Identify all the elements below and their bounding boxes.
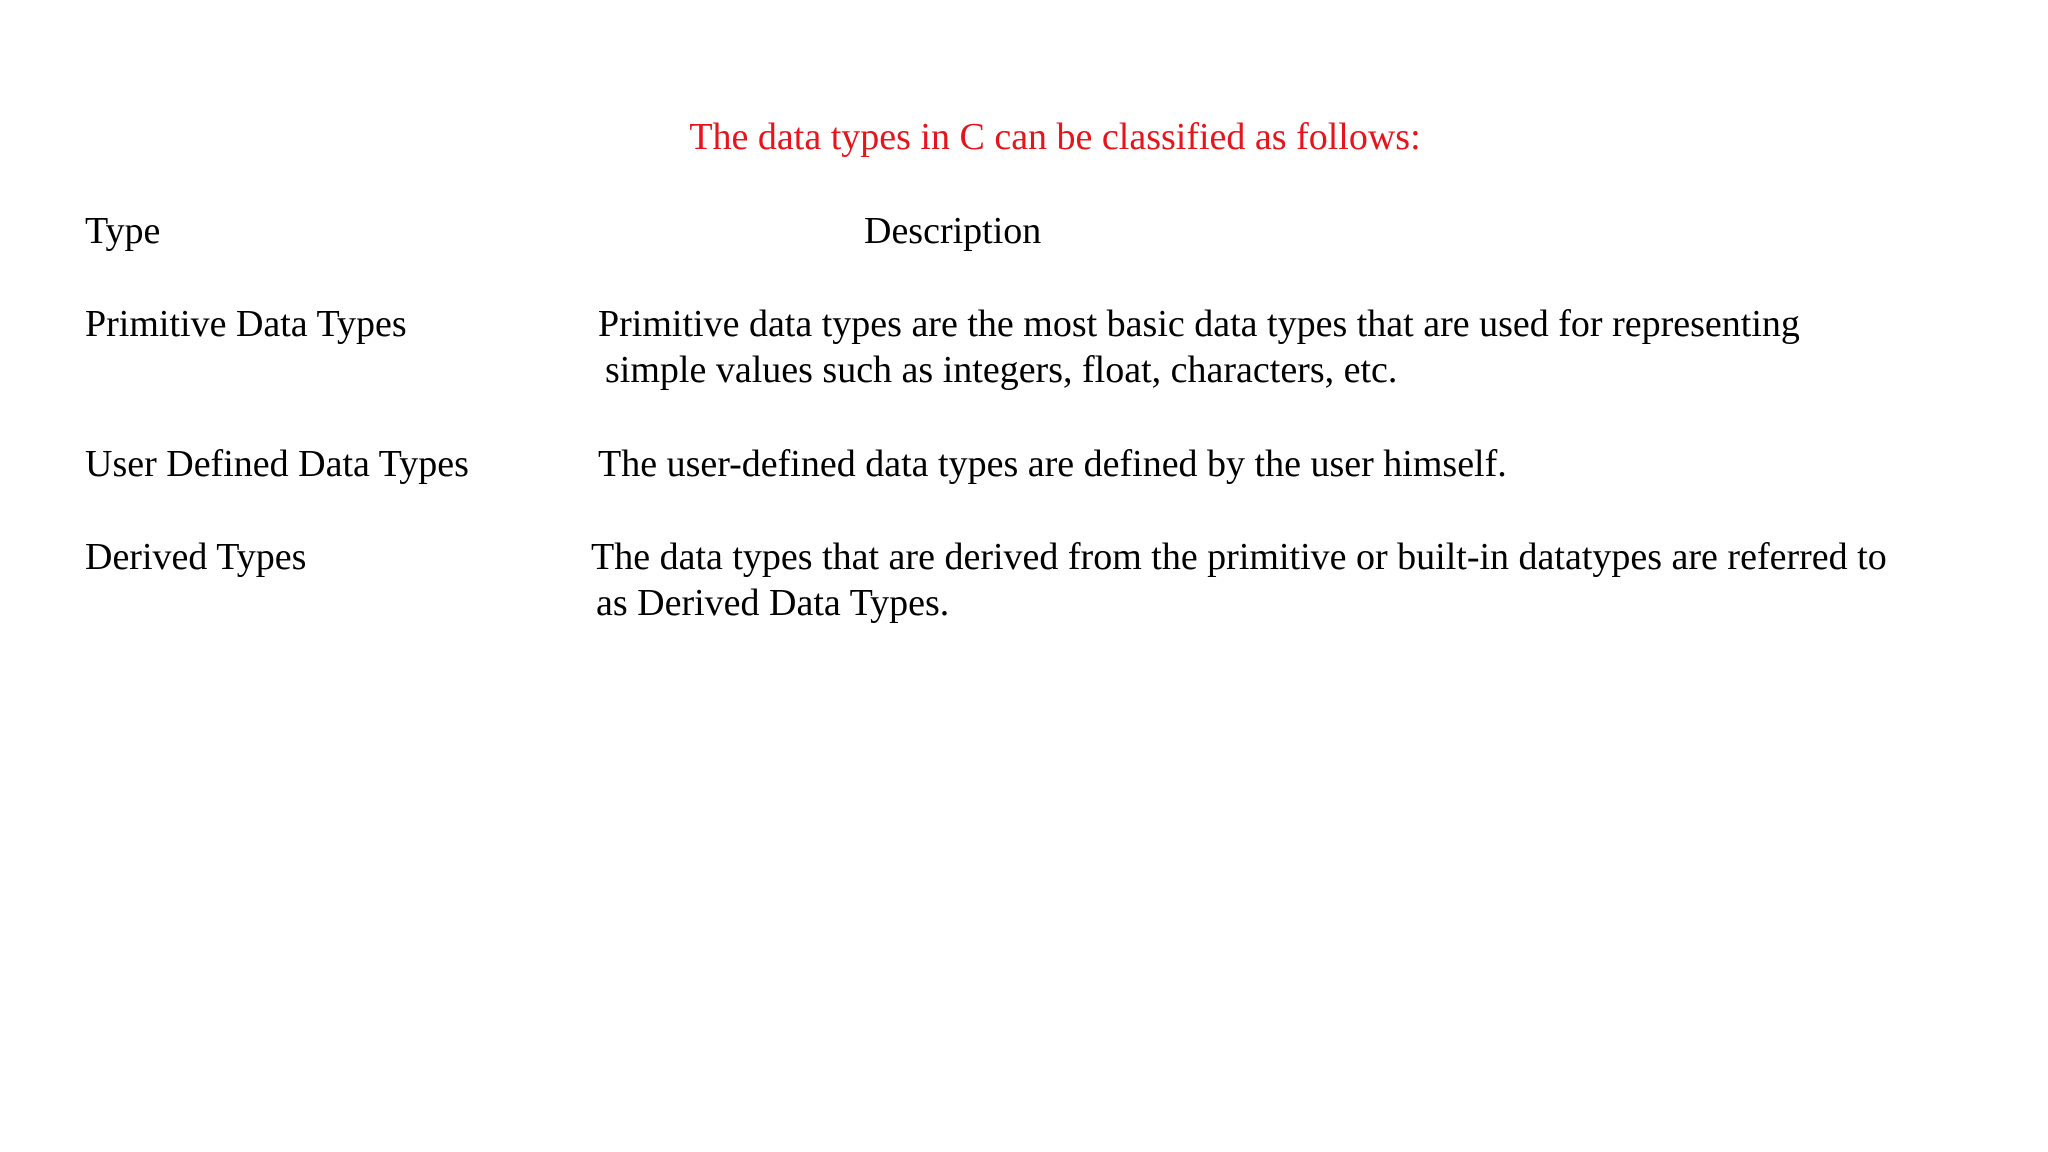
row-type-user-defined: User Defined Data Types [85,443,469,485]
description-line: as Derived Data Types. [596,582,950,624]
description-line: Primitive data types are the most basic data types that are used for representing [598,303,1800,345]
row-description-primitive [598,301,1800,393]
column-header-description: Description [864,210,1042,252]
row-description-derived [591,534,1887,626]
column-header-type: Type [85,210,161,252]
row-description-user-defined [598,441,1507,487]
row-type-primitive: Primitive Data Types [85,303,407,345]
row-type-derived: Derived Types [85,536,307,578]
description-line: The data types that are derived from the primitive or built-in datatypes are referred to [591,536,1887,578]
slide-title: The data types in C can be classified as follows: [689,116,1421,158]
description-line: The user-defined data types are defined by the user himself. [598,443,1507,485]
description-line: simple values such as integers, float, characters, etc. [605,349,1398,391]
